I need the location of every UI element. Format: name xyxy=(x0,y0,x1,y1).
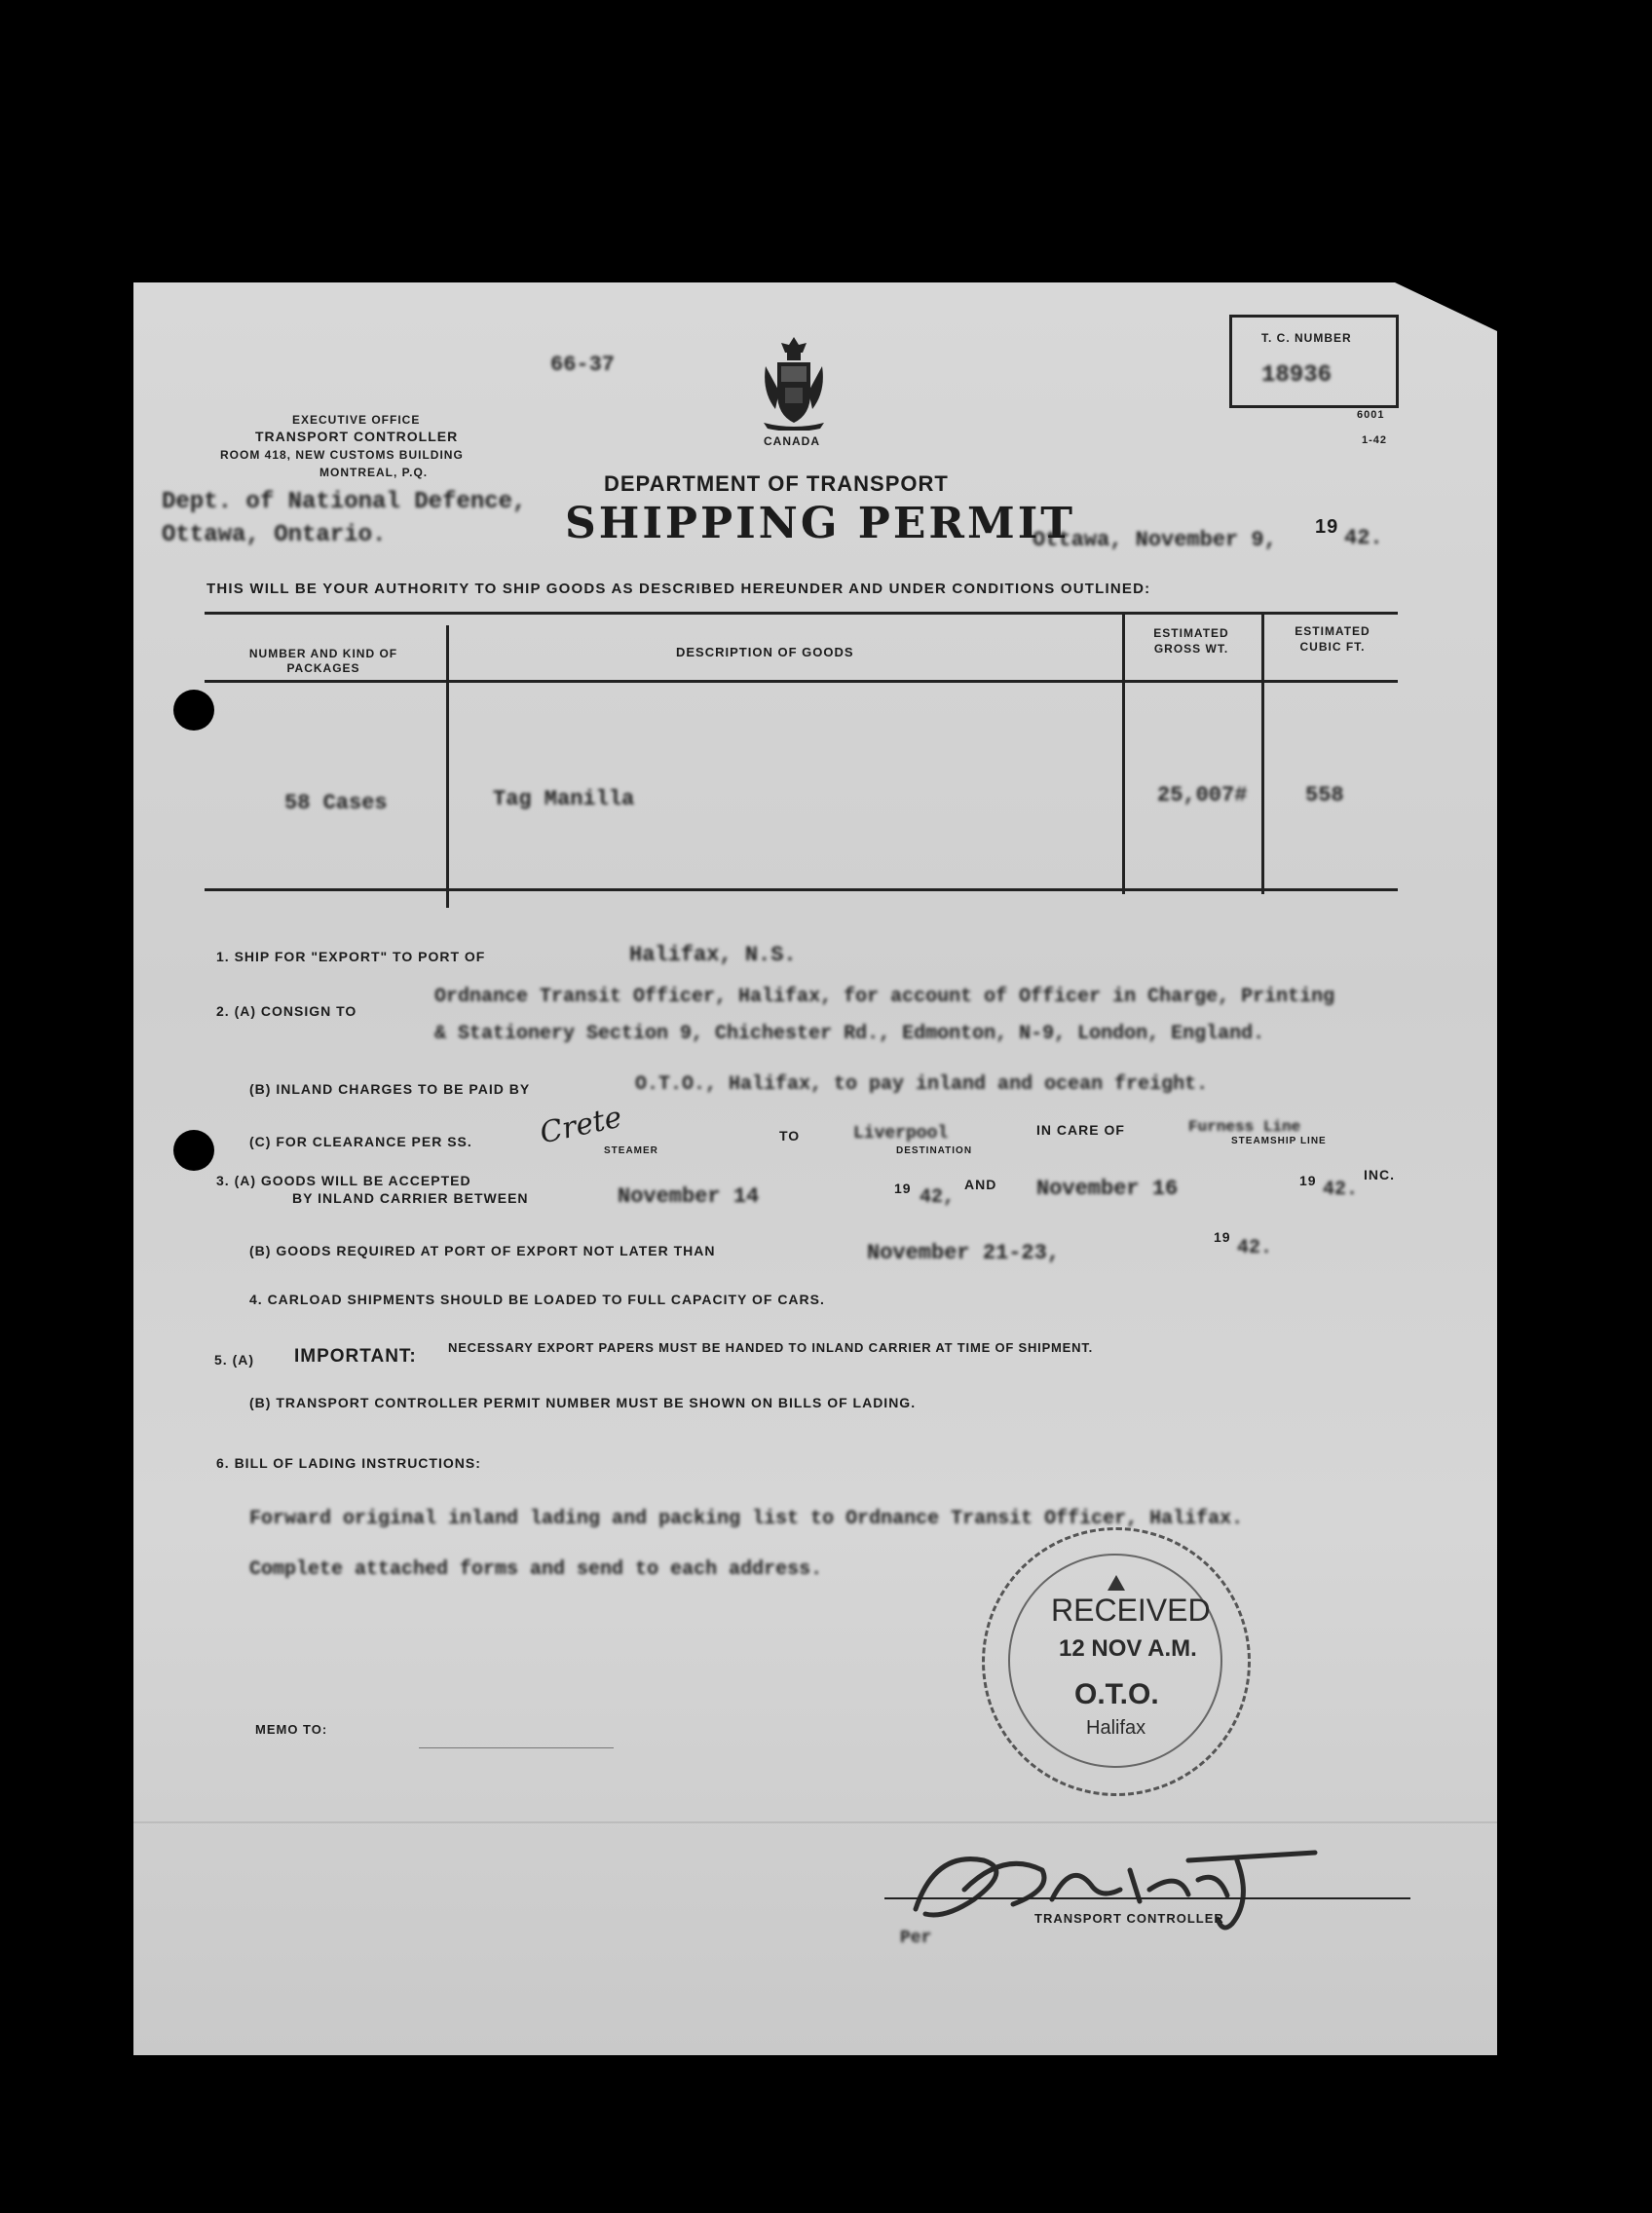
accept-year-prefix: 19 xyxy=(1299,1173,1317,1188)
issuer-line: TRANSPORT CONTROLLER xyxy=(255,429,459,444)
tc-number-value: 18936 xyxy=(1261,362,1333,389)
item-3b-label: (B) GOODS REQUIRED AT PORT OF EXPORT NOT LATER THAN xyxy=(249,1243,716,1258)
accept-to-date: November 16 xyxy=(1036,1177,1179,1201)
file-reference: 66-37 xyxy=(550,353,616,377)
lading-instruction: Forward original inland lading and packing list to Ordnance Transit Officer, Halifax. xyxy=(249,1508,1244,1530)
destination-value: Liverpool xyxy=(853,1124,949,1144)
item-1-label: 1. SHIP FOR "EXPORT" TO PORT OF xyxy=(216,949,486,964)
table-bottom-rule xyxy=(205,888,1398,891)
issuer-line: EXECUTIVE OFFICE xyxy=(292,413,421,427)
lading-instruction: Complete attached forms and send to each address. xyxy=(249,1558,823,1581)
stamp-office: O.T.O. xyxy=(1074,1678,1159,1710)
item-5b-text: (B) TRANSPORT CONTROLLER PERMIT NUMBER MUST BE SHOWN ON BILLS OF LADING. xyxy=(249,1395,917,1410)
item-2a-value: Ordnance Transit Officer, Halifax, for account of Officer in Charge, Printing xyxy=(434,986,1335,1008)
item-2c-care-of: IN CARE OF xyxy=(1036,1122,1125,1138)
memo-label: MEMO TO: xyxy=(255,1722,328,1737)
tc-number-label: T. C. NUMBER xyxy=(1261,331,1352,345)
cell-weight: 25,007# xyxy=(1157,783,1248,807)
item-3a-label: BY INLAND CARRIER BETWEEN xyxy=(292,1190,529,1206)
steamer-caption: STEAMER xyxy=(604,1145,658,1156)
department-name: DEPARTMENT OF TRANSPORT xyxy=(604,471,949,496)
table-column-divider xyxy=(1122,612,1125,894)
item-3a-label: 3. (A) GOODS WILL BE ACCEPTED xyxy=(216,1173,471,1188)
cell-cubic: 558 xyxy=(1305,783,1344,807)
issue-year: 42. xyxy=(1344,526,1383,550)
item-2c-label: (C) FOR CLEARANCE PER SS. xyxy=(249,1134,472,1149)
item-2a-label: 2. (A) CONSIGN TO xyxy=(216,1003,357,1019)
memo-line xyxy=(419,1747,614,1748)
received-stamp xyxy=(982,1527,1251,1796)
item-2b-value: O.T.O., Halifax, to pay inland and ocean freight. xyxy=(635,1073,1209,1096)
item-2b-label: (B) INLAND CHARGES TO BE PAID BY xyxy=(249,1081,531,1097)
per-label: Per xyxy=(900,1929,932,1948)
country-label: CANADA xyxy=(764,434,820,448)
item-1-value: Halifax, N.S. xyxy=(629,943,797,967)
canada-crest-icon xyxy=(760,333,828,431)
issuer-line: ROOM 418, NEW CUSTOMS BUILDING xyxy=(220,448,464,462)
item-3a-inc: INC. xyxy=(1364,1167,1395,1182)
stamp-received: RECEIVED xyxy=(1051,1593,1211,1628)
item-5a-important: IMPORTANT: xyxy=(294,1346,417,1367)
addressee-line: Dept. of National Defence, xyxy=(162,489,527,515)
stamp-date: 12 NOV A.M. xyxy=(1059,1635,1197,1662)
addressee-line: Ottawa, Ontario. xyxy=(162,522,387,548)
tc-number-box xyxy=(1229,315,1399,408)
header-packages: NUMBER AND KIND OF PACKAGES xyxy=(248,647,398,675)
issue-year-prefix: 19 xyxy=(1315,516,1339,538)
required-by-date: November 21-23, xyxy=(867,1241,1061,1265)
required-year-prefix: 19 xyxy=(1214,1229,1231,1245)
destination-caption: DESTINATION xyxy=(896,1145,973,1156)
required-year: 42. xyxy=(1237,1237,1273,1259)
item-5a-text: NECESSARY EXPORT PAPERS MUST BE HANDED TO INLAND CARRIER AT TIME OF SHIPMENT. xyxy=(448,1340,1094,1355)
accept-year-prefix: 19 xyxy=(894,1181,912,1196)
punch-hole xyxy=(173,690,214,731)
item-6-label: 6. BILL OF LADING INSTRUCTIONS: xyxy=(216,1455,481,1471)
table-top-rule xyxy=(205,612,1398,615)
item-4-text: 4. CARLOAD SHIPMENTS SHOULD BE LOADED TO FULL CAPACITY OF CARS. xyxy=(249,1292,825,1307)
stamp-city: Halifax xyxy=(1086,1717,1146,1739)
header-description: DESCRIPTION OF GOODS xyxy=(676,645,854,659)
item-3a-and: AND xyxy=(964,1177,997,1192)
accept-from-year: 42, xyxy=(920,1186,956,1209)
care-of-caption: STEAMSHIP LINE xyxy=(1231,1136,1327,1146)
arrow-up-icon xyxy=(1108,1575,1125,1591)
form-code: 6001 xyxy=(1357,409,1385,421)
steamer-name: Crete xyxy=(537,1100,625,1151)
cell-packages: 58 Cases xyxy=(284,791,388,815)
permit-sheet xyxy=(133,282,1497,2055)
accept-to-year: 42. xyxy=(1323,1179,1359,1201)
table-column-divider xyxy=(1261,612,1264,894)
cell-description: Tag Manilla xyxy=(493,787,635,811)
issue-place-date: Ottawa, November 9, xyxy=(1032,528,1277,552)
punch-hole xyxy=(173,1130,214,1171)
signature-line xyxy=(884,1897,1410,1899)
header-weight: ESTIMATED GROSS WT. xyxy=(1153,626,1229,656)
page-title: SHIPPING PERMIT xyxy=(565,499,1076,548)
table-column-divider xyxy=(446,625,449,908)
table-header-rule xyxy=(205,680,1398,683)
signer-title: TRANSPORT CONTROLLER xyxy=(1034,1911,1224,1926)
care-of-value: Furness Line xyxy=(1188,1118,1301,1136)
item-2a-value: & Stationery Section 9, Chichester Rd., Edmonton, N-9, London, England. xyxy=(434,1023,1265,1045)
accept-from-date: November 14 xyxy=(618,1184,760,1209)
issuer-line: MONTREAL, P.Q. xyxy=(319,466,429,479)
item-2c-to: TO xyxy=(779,1128,801,1144)
item-5a-prefix: 5. (A) xyxy=(214,1352,254,1368)
authority-statement: THIS WILL BE YOUR AUTHORITY TO SHIP GOODS AS DESCRIBED HEREUNDER AND UNDER CONDITIONS OUTLINED: xyxy=(206,581,1151,597)
form-date: 1-42 xyxy=(1362,434,1388,446)
header-cubic: ESTIMATED CUBIC FT. xyxy=(1295,624,1370,654)
fold-line xyxy=(133,1821,1497,1823)
